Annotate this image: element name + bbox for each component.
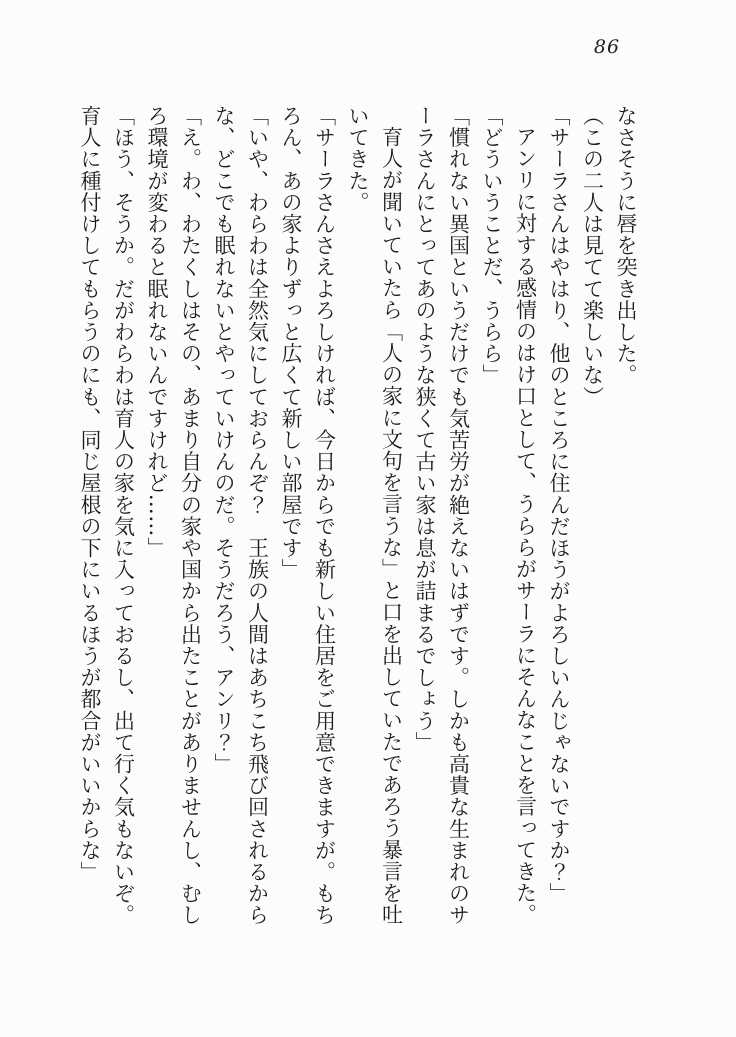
paragraph-9: 「いや、わらわは全然気にしておらんぞ？ 王族の人間はあちこち飛び回されるからな、どこでも眠れないとやっていけんのだ。そうだろう、アンリ？」 — [212, 105, 270, 926]
paragraph-10: 「え。わ、わたくしはその、あまり自分の家や国から出たことがありませんし、むしろ環境が変わると眠れないんですけれど……」 — [145, 105, 203, 926]
paragraph-1: なさそうに唇を突き出した。 — [614, 105, 638, 386]
paragraph-3: 「サーラさんはやはり、他のところに住んだほうがよろしいんじゃないですか？」 — [547, 105, 571, 905]
paragraph-2: （この二人は見てて楽しいな） — [580, 105, 605, 408]
paragraph-8: 「サーラさんさえよろしければ、今日からでも新しい住居をご用意できますが。もちろん、あの家よりずっと広くて新しい部屋です」 — [279, 105, 337, 926]
paragraph-5: 「どういうことだ、うらら」 — [480, 105, 504, 386]
page-number: 86 — [593, 36, 621, 58]
page-text — [73, 105, 643, 931]
paragraph-7: 育人が聞いていたら「人の家に文句を言うな」と口を出していたであろう暴言を吐いてきた。 — [346, 105, 404, 926]
paragraph-6: 「慣れない異国というだけでも気苦労が絶えないはずです。しかも高貴な生まれのサーラさんにとってあのような狭くて古い家は息が詰まるでしょう」 — [413, 105, 471, 926]
paragraph-11: 「ほう、そうか。だがわらわは育人の家を気に入っておるし、出て行く気もないぞ。育人に種付けしてもらうのにも、同じ屋根の下にいるほうが都合がいいからな」 — [78, 105, 136, 926]
paragraph-4: アンリに対する感情のはけ口として、うららがサーラにそんなことを言ってきた。 — [513, 126, 538, 926]
